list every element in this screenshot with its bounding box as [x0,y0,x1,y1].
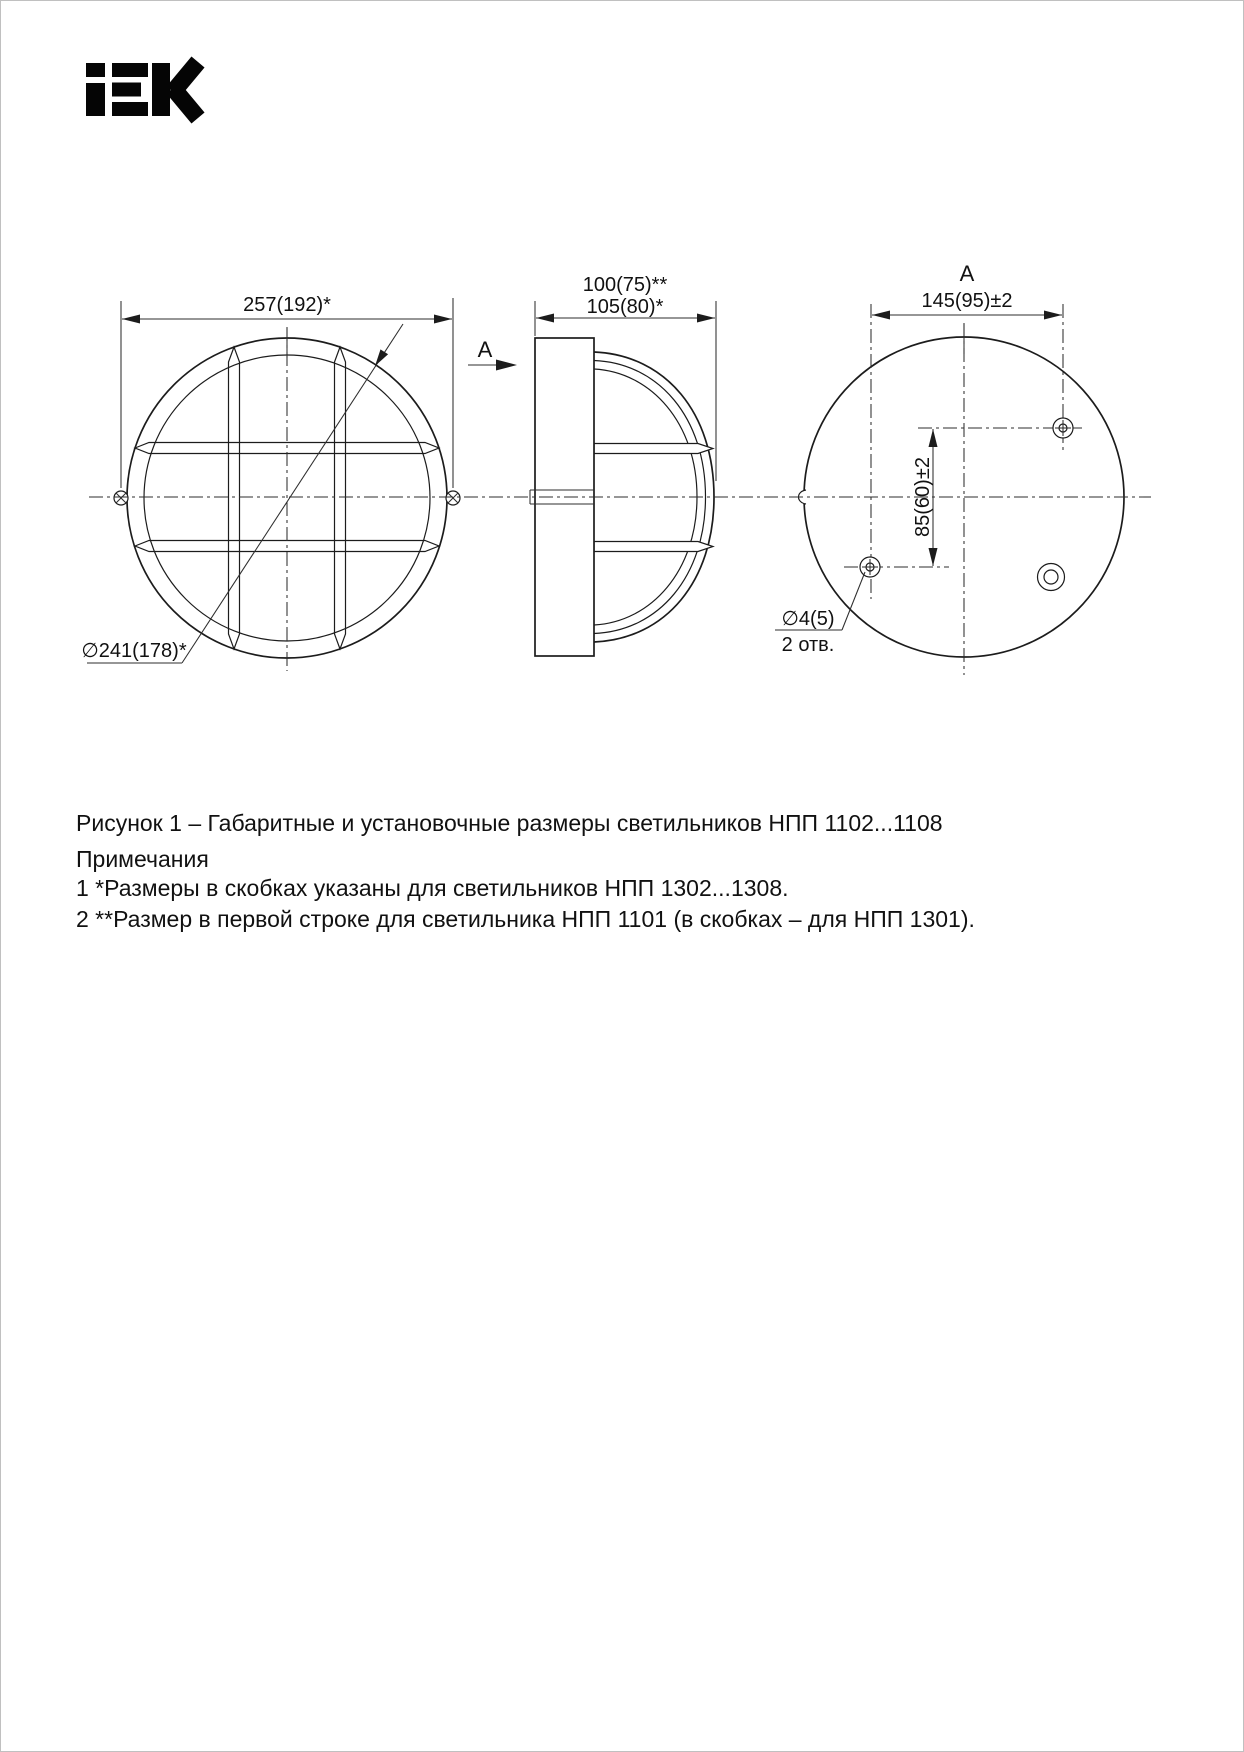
figure-caption [76,810,975,932]
lower-mounting-hole [860,557,880,577]
front-view [81,294,460,671]
hole-spacing-vertical-text: 85(60)±2 [912,457,934,537]
side-grid-bar [594,444,713,454]
back-view [775,261,1124,675]
logo-i-stem [86,83,105,116]
iek-logo [86,62,198,118]
logo-k-stem [152,63,170,116]
side-depth-dimension-line2: 105(80)* [586,296,664,318]
hole-spacing-horizontal-text: 145(95)±2 [921,290,1013,312]
logo-k-lower-arm [173,88,198,118]
front-width-dimension-text: 257(192)* [243,294,331,316]
hole-count-text: 2 отв. [781,634,835,656]
cable-entry-boss [1038,564,1065,591]
logo-e-top [112,63,148,77]
back-view-label: A [959,261,975,286]
note-1: 1 *Размеры в скобках указаны для светильников НПП 1302...1308. [76,875,789,901]
figure-title: Рисунок 1 – Габаритные и установочные размеры светильников НПП 1102...1108 [76,810,943,836]
front-left-screw [114,491,128,505]
note-2: 2 **Размер в первой строке для светильника НПП 1101 (в скобках – для НПП 1301). [76,906,975,932]
hole-spacing-horizontal-dimension [872,290,1062,320]
notes-heading: Примечания [76,846,209,872]
front-diameter-label: ∅241(178)* [81,640,187,662]
front-right-screw [446,491,460,505]
technical-drawing [1,1,1243,1751]
hole-diameter-text: ∅4(5) [781,608,835,630]
section-arrow-a [468,337,517,371]
side-grid-bar [594,542,713,552]
logo-e-mid [112,83,141,97]
logo-i-dot [86,63,105,77]
section-arrow-label: A [477,337,493,362]
side-view [468,274,716,656]
upper-mounting-hole [1053,418,1073,438]
logo-e-bottom [112,102,148,116]
side-depth-dimension-line1: 100(75)** [582,274,668,296]
